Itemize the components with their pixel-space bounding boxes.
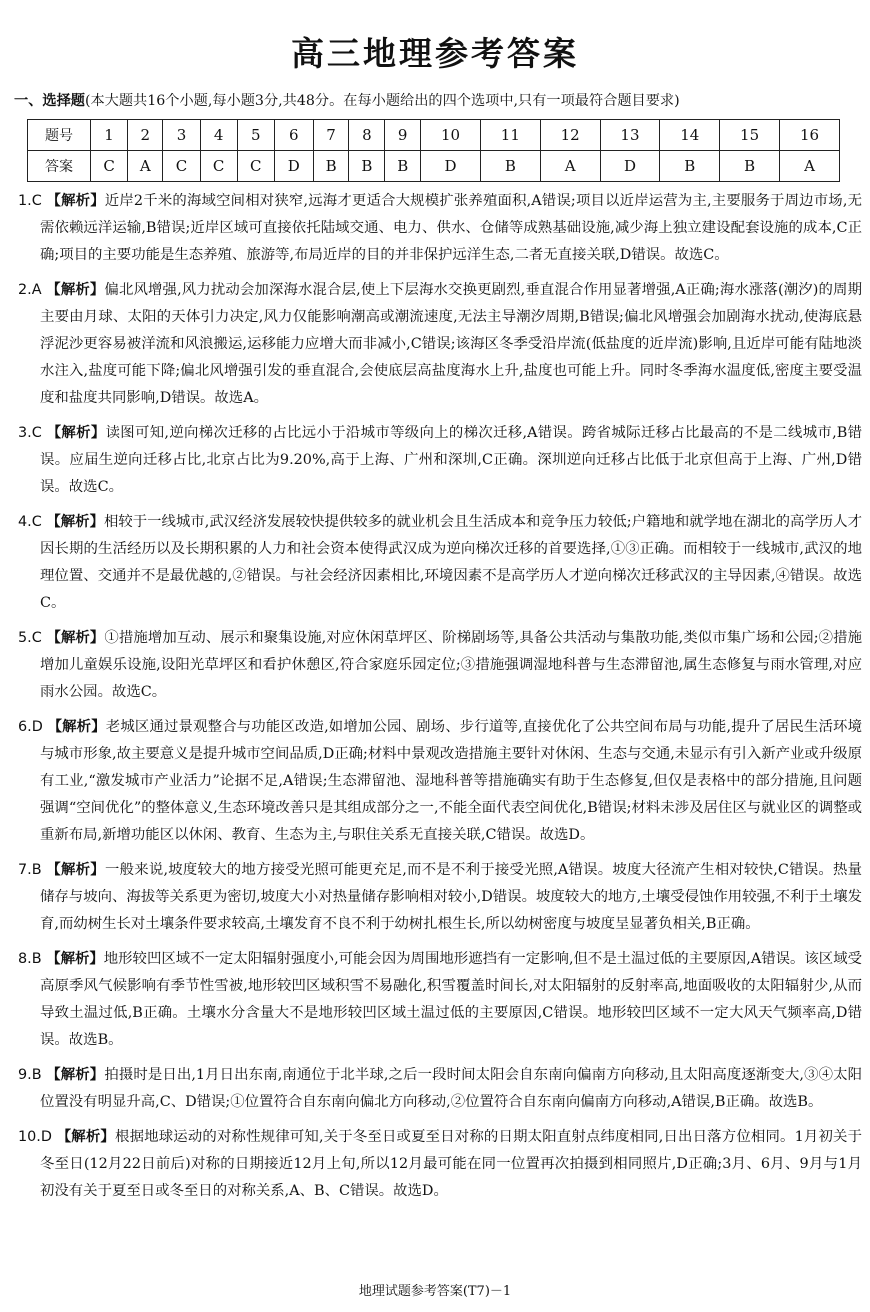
explanation-tag: 【解析】 (46, 1067, 105, 1083)
question-number-cell: 14 (660, 120, 720, 151)
page-title: 高三地理参考答案 (291, 34, 579, 73)
section-note: (本大题共16个小题,每小题3分,共48分。在每小题给出的四个选项中,只有一项最符合题目要求) (84, 93, 680, 109)
explanation-text: 一般来说,坡度较大的地方接受光照可能更充足,而不是不利于接受光照,A错误。坡度大径流产生相对较快,C错误。热量储存与坡向、海拔等关系更为密切,坡度大小对热量储存影响相对较小,D错误。坡度较大的地方,土壤受侵蚀作用较强,不利于土壤发育,而幼树生长对土壤条件要求较高,土壤发育不良不利于幼树扎根生长,所以幼树密度与坡度呈显著负相关,B正确。 (40, 862, 862, 932)
question-number-cell: 16 (779, 120, 839, 151)
answer-cell: D (600, 151, 660, 182)
explanation-item (18, 946, 862, 1054)
explanation-item (18, 1124, 862, 1205)
explanation-item (18, 188, 862, 269)
question-number-cell: 9 (385, 120, 421, 151)
section-heading (14, 90, 864, 110)
question-number-cell: 5 (237, 120, 274, 151)
explanation-number: 8.B (18, 951, 42, 967)
answer-cell: C (163, 151, 200, 182)
answer-cell: B (349, 151, 385, 182)
explanation-text: ①措施增加互动、展示和聚集设施,对应休闲草坪区、阶梯剧场等,具备公共活动与集散功能,类似市集广场和公园;②措施增加儿童娱乐设施,设阳光草坪区和看护休憩区,符合家庭乐园定位;③措施强调湿地科普与生态滞留池,属生态修复与雨水管理,对应雨水公园。故选C。 (40, 630, 862, 700)
explanation-number: 9.B (18, 1067, 42, 1083)
answer-table-number-row (28, 120, 840, 151)
explanation-item (18, 1062, 862, 1116)
page-footer: 地理试题参考答案(T7)－1 (358, 1284, 512, 1299)
explanation-number: 4.C (18, 514, 42, 530)
explanation-number: 3.C (18, 425, 42, 441)
explanation-number: 6.D (18, 719, 43, 735)
answer-cell: B (480, 151, 540, 182)
answer-cell: B (385, 151, 421, 182)
question-number-cell: 10 (421, 120, 481, 151)
explanation-number: 10.D (18, 1129, 52, 1145)
explanation-tag: 【解析】 (46, 282, 105, 298)
explanation-tag: 【解析】 (56, 1129, 116, 1145)
question-number-cell: 8 (349, 120, 385, 151)
explanation-item (18, 420, 862, 501)
question-number-cell: 1 (91, 120, 128, 151)
explanation-text: 拍摄时是日出,1月日出东南,南通位于北半球,之后一段时间太阳会自东南向偏南方向移动,且太阳高度逐渐变大,③④太阳位置没有明显升高,C、D错误;①位置符合自东南向偏北方向移动,②位置符合自东南向偏南方向移动,A错误,B正确。故选B。 (40, 1067, 862, 1110)
explanation-item (18, 625, 862, 706)
number-row-label: 题号 (28, 120, 91, 151)
explanation-tag: 【解析】 (46, 514, 104, 530)
answer-cell: B (313, 151, 349, 182)
explanation-text: 老城区通过景观整合与功能区改造,如增加公园、剧场、步行道等,直接优化了公共空间布局与功能,提升了居民生活环境与城市形象,故主要意义是提升城市空间品质,D正确;材料中景观改造措施主要针对休闲、生态与交通,未显示有引入新产业或升级原有工业,“激发城市产业活力”论据不足,A错误;生态滞留池、湿地科普等措施确实有助于生态修复,但仅是表格中的部分措施,且问题强调“空间优化”的整体意义,生态环境改善只是其组成部分之一,不能全面代表空间优化,B错误;材料未涉及居住区与就业区的调整或重新布局,新增功能区以休闲、教育、生态为主,与职住关系无直接关联,C错误。故选D。 (40, 719, 862, 843)
explanation-tag: 【解析】 (46, 951, 104, 967)
answer-cell: D (421, 151, 481, 182)
answer-cell: C (200, 151, 237, 182)
question-number-cell: 13 (600, 120, 660, 151)
explanation-tag: 【解析】 (47, 719, 106, 735)
explanation-tag: 【解析】 (46, 630, 105, 646)
answer-table-answer-row (28, 151, 840, 182)
question-number-cell: 12 (540, 120, 600, 151)
explanation-text: 偏北风增强,风力扰动会加深海水混合层,使上下层海水交换更剧烈,垂直混合作用显著增强,A正确;海水涨落(潮汐)的周期主要由月球、太阳的天体引力决定,风力仅能影响潮高或潮流速度,无法主导潮汐周期,B错误;偏北风增强会加剧海水扰动,使海底悬浮泥沙更容易被洋流和风浪搬运,运移能力应增大而非减小,C错误;该海区冬季受沿岸流(低盐度的近岸流)影响,且近岸可能有陆地淡水注入,盐度可能下降;偏北风增强引发的垂直混合,会使底层高盐度海水上升,盐度也可能上升。同时冬季海水温度低,密度主要受温度和盐度共同影响,D错误。故选A。 (40, 282, 862, 406)
question-number-cell: 11 (480, 120, 540, 151)
explanation-text: 近岸2千米的海域空间相对狭窄,远海才更适合大规模扩张养殖面积,A错误;项目以近岸运营为主,主要服务于周边市场,无需依赖远洋运输,B错误;近岸区域可直接依托陆域交通、电力、供水、仓储等成熟基础设施,减少海上独立建设配套设施的成本,C正确;项目的主要功能是生态养殖、旅游等,布局近岸的目的并非保护远洋生态,二者无直接关联,D错误。故选C。 (40, 193, 862, 263)
explanation-tag: 【解析】 (46, 862, 105, 878)
explanation-text: 读图可知,逆向梯次迁移的占比远小于沿城市等级向上的梯次迁移,A错误。跨省城际迁移占比最高的不是二线城市,B错误。应届生逆向迁移占比,北京占比为9.20%,高于上海、广州和深圳,C正确。深圳逆向迁移占比低于北京但高于上海、广州,D错误。故选C。 (40, 425, 862, 495)
answer-cell: A (779, 151, 839, 182)
section-label: 一、选择题 (14, 93, 85, 109)
question-number-cell: 15 (720, 120, 780, 151)
explanation-number: 7.B (18, 862, 42, 878)
answer-cell: B (660, 151, 720, 182)
question-number-cell: 3 (163, 120, 200, 151)
explanation-item (18, 857, 862, 938)
explanation-item (18, 509, 862, 617)
answer-cell: A (128, 151, 163, 182)
answer-cell: D (274, 151, 313, 182)
explanation-text: 根据地球运动的对称性规律可知,关于冬至日或夏至日对称的日期太阳直射点纬度相同,日出日落方位相同。1月初关于冬至日(12月22日前后)对称的日期接近12月上旬,所以12月最可能在同一位置再次拍摄到相同照片,D正确;3月、6月、9月与1月初没有关于夏至日或冬至日的对称关系,A、B、C错误。故选D。 (40, 1129, 863, 1199)
explanation-text: 地形较凹区域不一定太阳辐射强度小,可能会因为周围地形遮挡有一定影响,但不是土温过低的主要原因,A错误。该区域受高原季风气候影响有季节性雪被,地形较凹区域积雪不易融化,积雪覆盖时间长,对太阳辐射的反射率高,地面吸收的太阳辐射少,从而导致土温过低,B正确。土壤水分含量大不是地形较凹区域土温过低的主要原因,C错误。地形较凹区域不一定大风天气频率高,D错误。故选B。 (40, 951, 862, 1048)
explanation-tag: 【解析】 (46, 425, 106, 441)
question-number-cell: 4 (200, 120, 237, 151)
explanation-item (18, 714, 862, 849)
answer-cell: B (720, 151, 780, 182)
explanation-list (18, 188, 862, 1213)
question-number-cell: 2 (128, 120, 163, 151)
explanation-number: 2.A (18, 282, 42, 298)
answer-cell: C (91, 151, 128, 182)
explanation-number: 5.C (18, 630, 42, 646)
answer-cell: C (237, 151, 274, 182)
explanation-number: 1.C (18, 193, 42, 209)
answer-table (27, 119, 840, 182)
question-number-cell: 7 (313, 120, 349, 151)
explanation-tag: 【解析】 (46, 193, 105, 209)
explanation-item (18, 277, 862, 412)
answer-row-label: 答案 (28, 151, 91, 182)
explanation-text: 相较于一线城市,武汉经济发展较快提供较多的就业机会且生活成本和竞争压力较低;户籍地和就学地在湖北的高学历人才因长期的生活经历以及长期积累的人力和社会资本使得武汉成为逆向梯次迁移的首要选择,①③正确。而相较于一线城市,武汉的地理位置、交通并不是最优越的,②错误。与社会经济因素相比,环境因素不是高学历人才逆向梯次迁移武汉的主导因素,④错误。故选C。 (40, 514, 862, 611)
question-number-cell: 6 (274, 120, 313, 151)
answer-cell: A (540, 151, 600, 182)
